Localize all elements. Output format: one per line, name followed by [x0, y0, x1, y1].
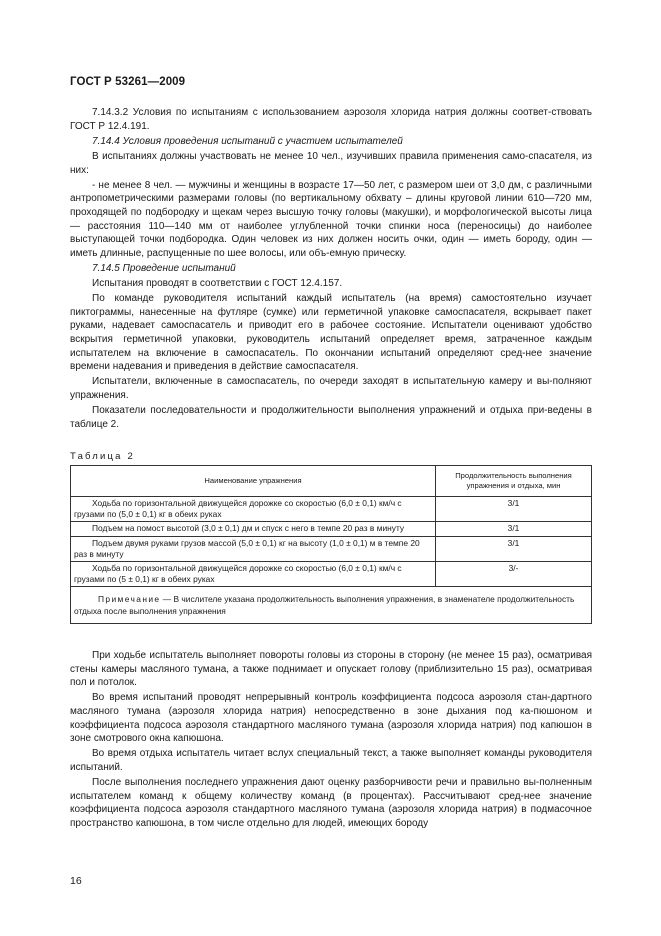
- exercise-name: Ходьба по горизонтальной движущейся дорожке со скоростью (6,0 ± 0,1) км/ч с грузами по (5,0 ± 0,1) кг в обеих руках: [71, 497, 436, 522]
- table-header-row: [71, 466, 592, 497]
- paragraph-donning-procedure: По команде руководителя испытаний каждый испытатель (на время) самостоятельно изучает пиктограммы, нанесенные на футляре (сумке) или герметичной упаковке самоспасателя, вскрывает пакет руками, надевает самоспасатель и приводит его в рабочее состояние. Испытатели оценивают удобство вскрытия герметичной упаковки, руководитель испытаний определяет время, затраченное каждым испытателем на включение в самоспасатель. По окончании испытаний определяют сред-нее значение времени надевания и приведения в действие самоспасателя.: [70, 293, 592, 373]
- paragraph-table-reference: Показатели последовательности и продолжительности выполнения упражнений и отдыха при-ведены в таблице 2.: [70, 405, 592, 430]
- header-duration: Продолжительность выполнения упражнения и отдыха, мин: [436, 466, 592, 497]
- exercise-name: Подъем на помост высотой (3,0 ± 0,1) дм и спуск с него в темпе 20 раз в минуту: [71, 522, 436, 536]
- paragraph-chamber-entry: Испытатели, включенные в самоспасатель, по очереди заходят в испытательную камеру и вы-полняют упражнения.: [70, 376, 592, 402]
- table-caption: Таблица 2: [70, 451, 135, 462]
- document-code: ГОСТ Р 53261—2009: [70, 76, 186, 88]
- table-row: [71, 497, 592, 522]
- table-note-row: [71, 587, 592, 624]
- exercise-name: Подъем двумя руками грузов массой (5,0 ± 0,1) кг на высоту (1,0 ± 0,1) м в темпе 20 раз в минуту: [71, 536, 436, 561]
- exercise-duration: 3/1: [436, 497, 592, 522]
- heading-7-14-4: 7.14.4 Условия проведения испытаний с участием испытателей: [92, 135, 403, 147]
- paragraph-speech-assessment: После выполнения последнего упражнения дают оценку разборчивости речи и правильно вы-полненным испытателем команд к общему количеству команд (в процентах). Рассчитывают сред-нее значение коэффициента подсоса аэрозоля стандартного масляного тумана (аэрозоля хлорида натрия) в подмасочное пространство капюшона, в том числе отдельно для людей, имеющих бороду: [70, 777, 592, 829]
- table-row: [71, 562, 592, 587]
- paragraph-test-standard: Испытания проводят в соответствии с ГОСТ 12.4.157.: [92, 278, 343, 290]
- paragraph-7-14-3-2: 7.14.3.2 Условия по испытаниям с использованием аэрозоля хлорида натрия должны соответ-ствовать ГОСТ Р 12.4.191.: [70, 107, 592, 132]
- table-row: [71, 522, 592, 536]
- paragraph-leak-control: Во время испытаний проводят непрерывный контроль коэффициента подсоса аэрозоля стан-дартного масляного тумана (аэрозоля хлорида натрия) непосредственно в зоне дыхания под ка-пюшоном и коэффициента подсоса аэрозоля стандартного масляного тумана (аэрозоля хлорида натрия) под капюшон в зоне смотрового окна капюшона.: [70, 692, 592, 745]
- table-row: [71, 536, 592, 561]
- exercise-duration: 3/1: [436, 522, 592, 536]
- text-section-2: [70, 649, 592, 832]
- heading-7-14-5: 7.14.5 Проведение испытаний: [92, 262, 236, 274]
- exercise-duration: 3/-: [436, 562, 592, 587]
- exercise-table: [70, 465, 592, 624]
- note-text: — В числителе указана продолжительность выполнения упражнения, в знаменателе продолжительность отдыха после выполнения упражнения: [74, 594, 575, 617]
- paragraph-head-turns: При ходьбе испытатель выполняет повороты головы из стороны в сторону (не менее 15 раз), осматривая стены камеры масляного тумана, а также поднимает и опускает голову (приблизительно 15 раз), осматривая пол и потолок.: [70, 650, 592, 689]
- note-prefix: Примечание: [98, 594, 161, 605]
- header-exercise-name: Наименование упражнения: [71, 466, 436, 497]
- table-note: [71, 587, 592, 624]
- page-number: 16: [70, 875, 82, 887]
- paragraph-rest-reading: Во время отдыха испытатель читает вслух специальный текст, а также выполняет команды руководителя испытаний.: [70, 748, 592, 773]
- paragraph-participant-requirements: - не менее 8 чел. — мужчины и женщины в возрасте 17—50 лет, с размером шеи от 3,0 дм, с различными антропометрическими размерами головы (по вертикальному обхвату – длины круговой линии 610—720 мм, проходящей по подбородку и щекам через высшую точку головы (макушки), и морфологической высоты лица — расстояния 110—140 мм от наиболее углубленной точки спинки носа (переносицы) до наиболее выступающей точки подбородка. Один человек из них должен носить очки, один — иметь бороду, один — иметь длинные, распущенные по шее волосы, или объ-емную прическу.: [70, 179, 592, 259]
- paragraph-participants: В испытаниях должны участвовать не менее 10 чел., изучивших правила применения само-спасателя, из них:: [70, 150, 592, 176]
- text-section-1: [70, 106, 592, 433]
- exercise-duration: 3/1: [436, 536, 592, 561]
- exercise-name: Ходьба по горизонтальной движущейся дорожке со скоростью (6,0 ± 0,1) км/ч с грузами по (5 ± 0,1) кг в обеих руках: [71, 562, 436, 587]
